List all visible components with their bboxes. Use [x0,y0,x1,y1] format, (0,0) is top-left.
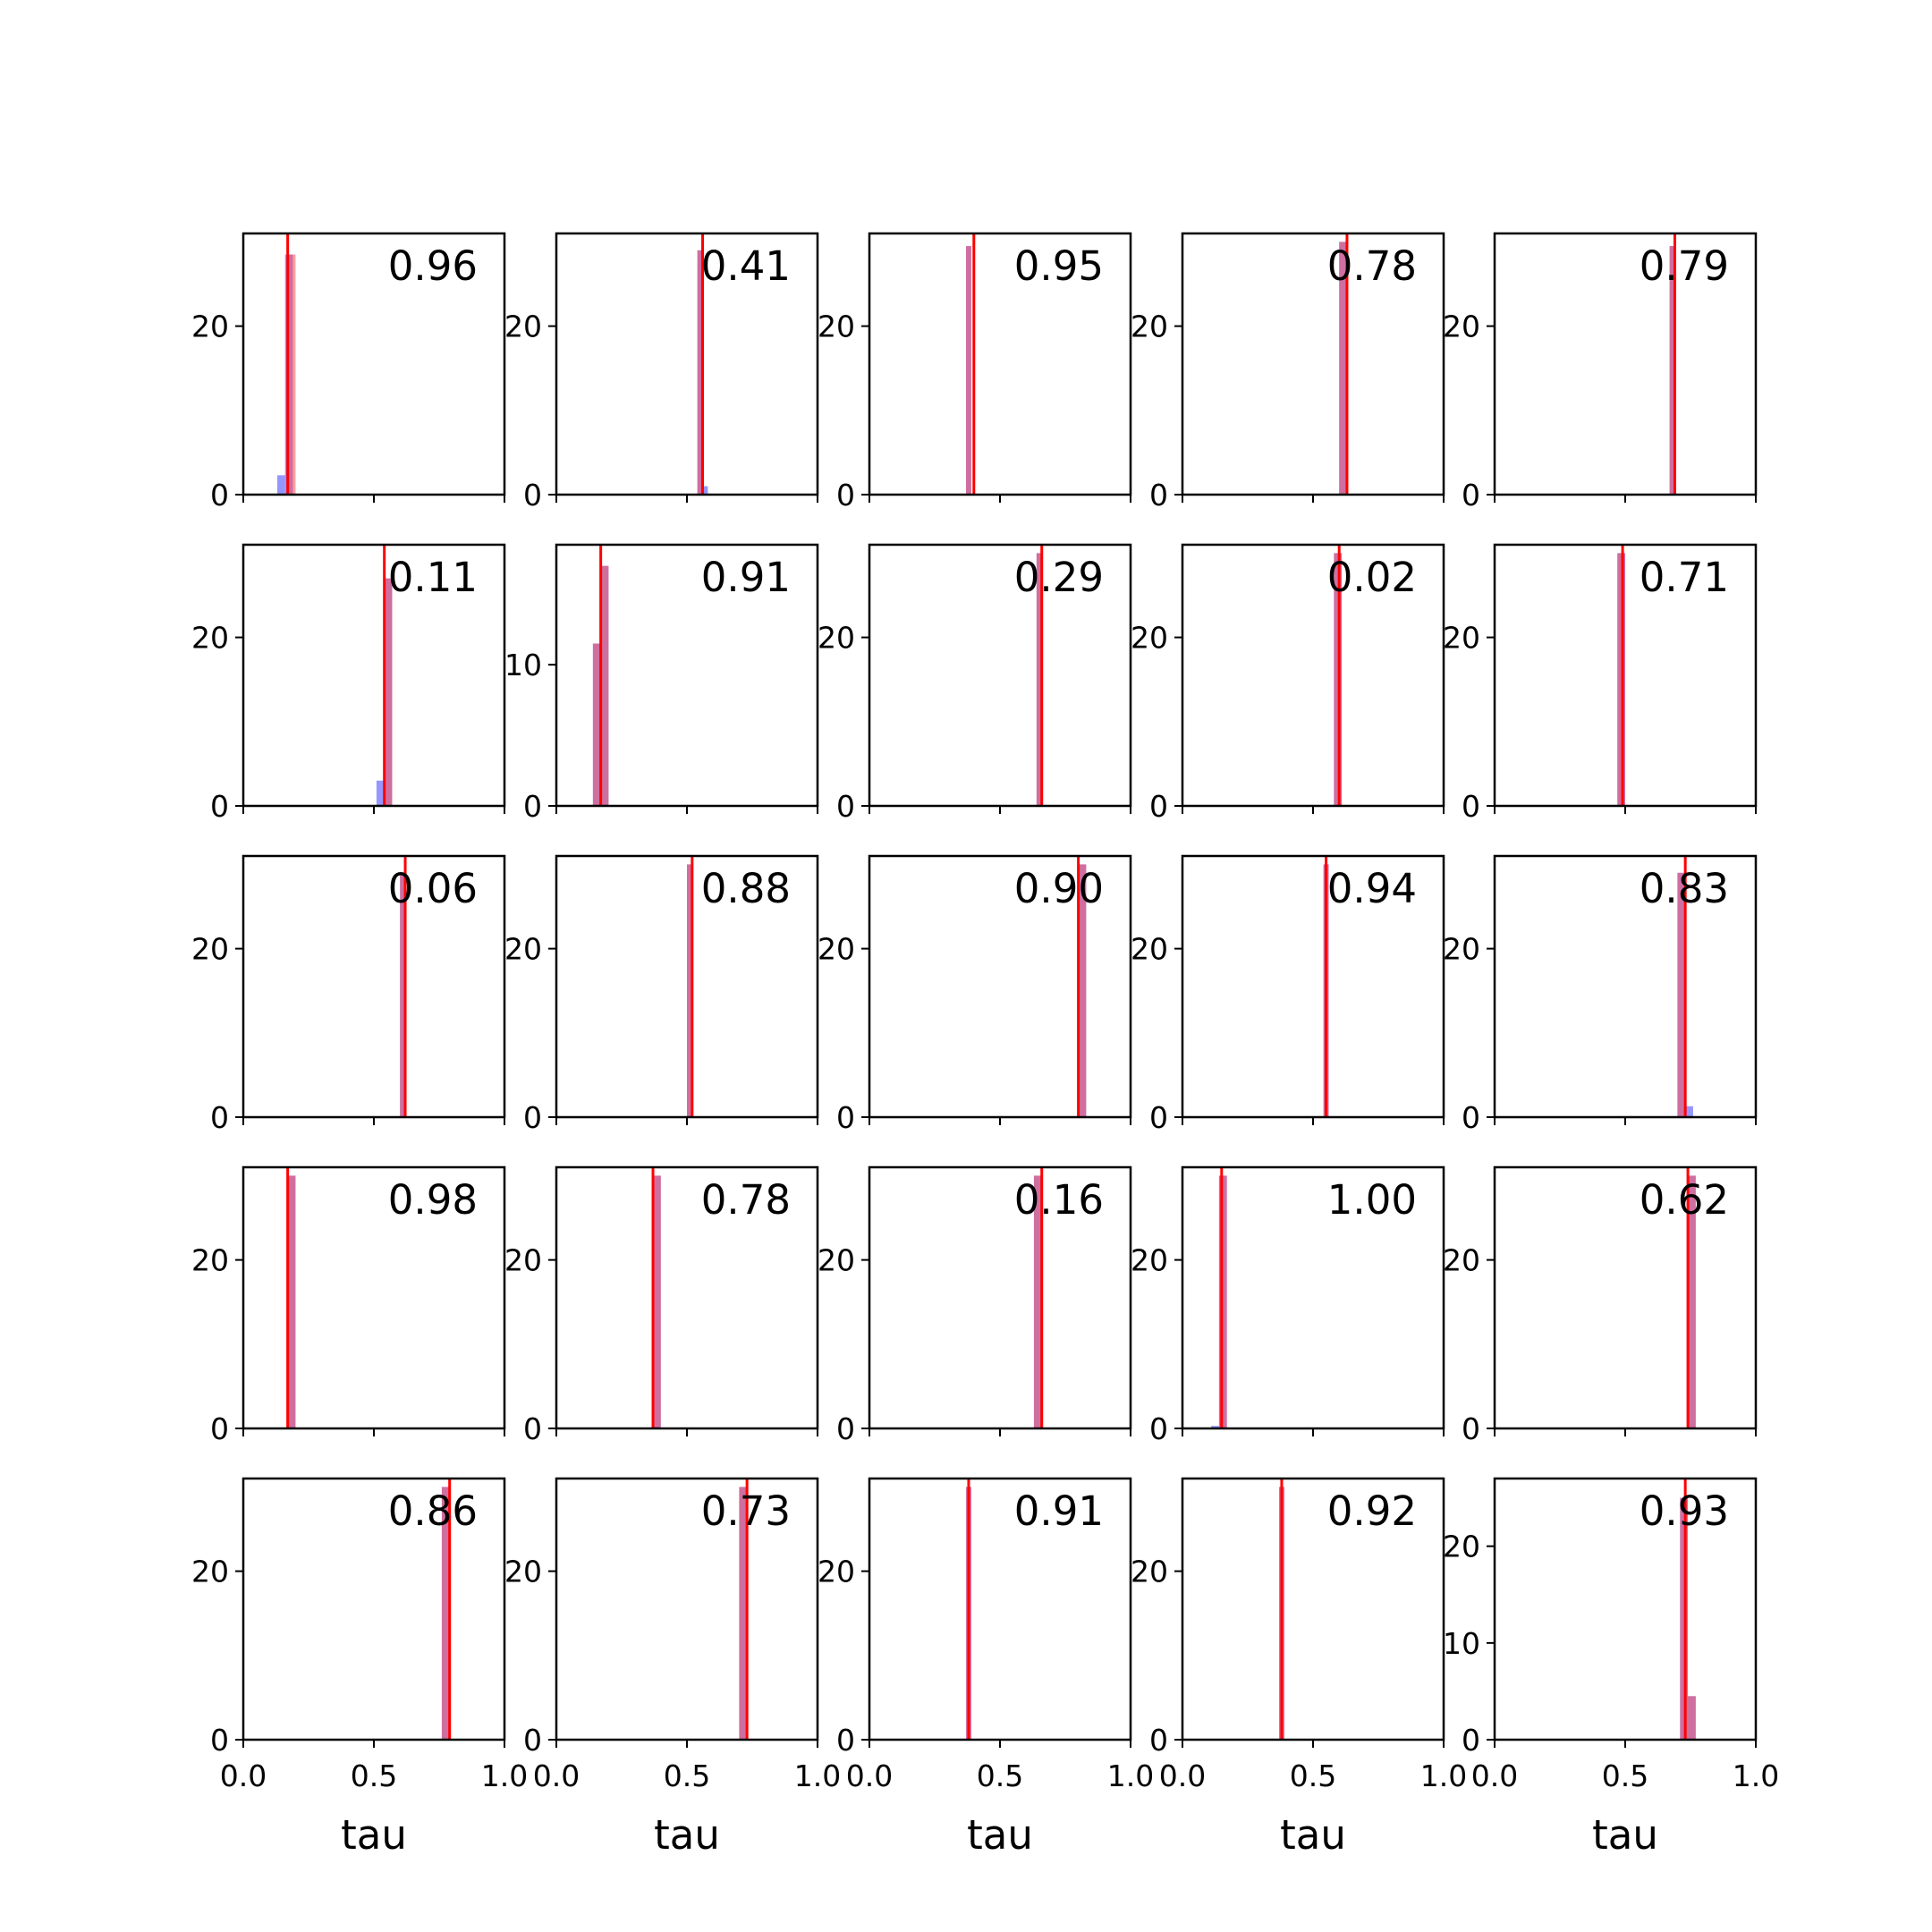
score-label: 0.86 [387,1487,478,1535]
y-tick-label: 20 [818,931,855,967]
y-tick-label: 20 [191,620,229,656]
x-tick-label: 1.0 [480,1758,529,1793]
y-tick-label: 20 [1443,309,1480,344]
y-tick-label: 20 [1131,1554,1168,1589]
panel-3-2 [504,856,818,1135]
panel-4-3 [818,1167,1131,1446]
panel-5-2 [504,1479,841,1859]
y-tick-label: 0 [836,478,855,513]
y-tick-label: 10 [504,648,542,683]
y-tick-label: 20 [1443,931,1480,967]
score-label: 0.91 [700,554,791,601]
x-tick-label: 0.0 [219,1758,267,1793]
y-tick-label: 0 [836,1411,855,1446]
y-tick-label: 0 [836,1723,855,1758]
score-label: 0.11 [387,554,478,601]
y-tick-label: 0 [210,789,229,824]
score-label: 0.88 [700,865,791,912]
panel-2-4 [1131,545,1444,824]
y-tick-label: 20 [191,1554,229,1589]
score-label: 0.06 [387,865,478,912]
score-label: 0.98 [387,1176,478,1224]
x-axis-label: tau [654,1811,720,1859]
score-label: 0.78 [700,1176,791,1224]
y-tick-label: 20 [191,1242,229,1278]
y-tick-label: 20 [1131,931,1168,967]
panel-3-4 [1131,856,1444,1135]
y-tick-label: 0 [210,1723,229,1758]
score-label: 0.96 [387,242,478,290]
y-tick-label: 20 [818,309,855,344]
y-tick-label: 20 [1131,309,1168,344]
panel-3-3 [818,856,1131,1135]
y-tick-label: 20 [1443,1242,1480,1278]
y-tick-label: 0 [210,1100,229,1135]
panel-5-4 [1131,1479,1467,1859]
panel-1-2 [504,233,818,513]
y-tick-label: 20 [1443,1529,1480,1564]
y-tick-label: 0 [1149,1411,1168,1446]
x-tick-label: 1.0 [1419,1758,1468,1793]
score-label: 0.02 [1326,554,1417,601]
panel-1-4 [1131,233,1444,513]
score-label: 0.94 [1326,865,1417,912]
panel-4-5 [1443,1167,1756,1446]
y-tick-label: 20 [818,1554,855,1589]
panel-1-5 [1443,233,1756,513]
panel-4-1 [191,1167,504,1446]
score-label: 0.91 [1013,1487,1104,1535]
y-tick-label: 0 [523,1411,542,1446]
panel-2-5 [1443,545,1756,824]
score-label: 0.78 [1326,242,1417,290]
x-tick-label: 0.0 [532,1758,580,1793]
panel-4-4 [1131,1167,1444,1446]
y-tick-label: 0 [1149,1723,1168,1758]
y-tick-label: 0 [1462,1411,1480,1446]
y-tick-label: 0 [523,1100,542,1135]
hist-bar-red [966,246,971,495]
y-tick-label: 20 [191,309,229,344]
x-axis-label: tau [1280,1811,1346,1859]
y-tick-label: 20 [191,931,229,967]
x-tick-label: 0.0 [845,1758,894,1793]
score-label: 0.41 [700,242,791,290]
y-tick-label: 20 [1131,1242,1168,1278]
panel-3-5 [1443,856,1756,1135]
x-tick-label: 1.0 [793,1758,842,1793]
y-tick-label: 0 [210,1411,229,1446]
x-axis-label: tau [1592,1811,1658,1859]
y-tick-label: 20 [504,1242,542,1278]
panel-3-1 [191,856,504,1135]
y-tick-label: 20 [504,1554,542,1589]
y-tick-label: 10 [1443,1625,1480,1661]
y-tick-label: 20 [1443,620,1480,656]
y-tick-label: 0 [836,1100,855,1135]
panel-5-1 [191,1479,528,1859]
score-label: 0.16 [1013,1176,1104,1224]
y-tick-label: 0 [1462,1100,1480,1135]
y-tick-label: 0 [523,478,542,513]
y-tick-label: 20 [504,931,542,967]
x-tick-label: 0.5 [1601,1758,1649,1793]
y-tick-label: 0 [1149,478,1168,513]
score-label: 0.62 [1639,1176,1729,1224]
y-tick-label: 20 [504,309,542,344]
score-label: 0.90 [1013,865,1104,912]
y-tick-label: 0 [1149,1100,1168,1135]
panel-5-3 [818,1479,1154,1859]
panel-2-3 [818,545,1131,824]
y-tick-label: 0 [1462,1723,1480,1758]
x-tick-label: 0.5 [1289,1758,1337,1793]
y-tick-label: 0 [523,789,542,824]
x-tick-label: 0.5 [350,1758,398,1793]
x-axis-label: tau [967,1811,1033,1859]
y-tick-label: 20 [1131,620,1168,656]
x-tick-label: 0.5 [663,1758,711,1793]
hist-bar-blue [277,475,285,495]
y-tick-label: 0 [1462,789,1480,824]
x-tick-label: 0.0 [1470,1758,1519,1793]
x-axis-label: tau [341,1811,407,1859]
score-label: 0.92 [1326,1487,1417,1535]
score-label: 0.95 [1013,242,1104,290]
y-tick-label: 0 [836,789,855,824]
panel-grid [191,233,1779,1859]
y-tick-label: 0 [210,478,229,513]
score-label: 1.00 [1326,1176,1417,1224]
y-tick-label: 20 [818,1242,855,1278]
hist-bar-red [1688,1696,1696,1740]
y-tick-label: 20 [818,620,855,656]
score-label: 0.73 [700,1487,791,1535]
y-tick-label: 0 [1462,478,1480,513]
panel-1-1 [191,233,504,513]
x-tick-label: 1.0 [1732,1758,1780,1793]
panel-1-3 [818,233,1131,513]
score-label: 0.93 [1639,1487,1729,1535]
y-tick-label: 0 [1149,789,1168,824]
panel-2-2 [504,545,818,824]
y-tick-label: 0 [523,1723,542,1758]
x-tick-label: 1.0 [1106,1758,1155,1793]
score-label: 0.71 [1639,554,1729,601]
score-label: 0.79 [1639,242,1729,290]
x-tick-label: 0.0 [1158,1758,1207,1793]
panel-2-1 [191,545,504,824]
score-label: 0.83 [1639,865,1729,912]
panel-4-2 [504,1167,818,1446]
panel-5-5 [1443,1479,1779,1859]
x-tick-label: 0.5 [976,1758,1024,1793]
score-label: 0.29 [1013,554,1104,601]
